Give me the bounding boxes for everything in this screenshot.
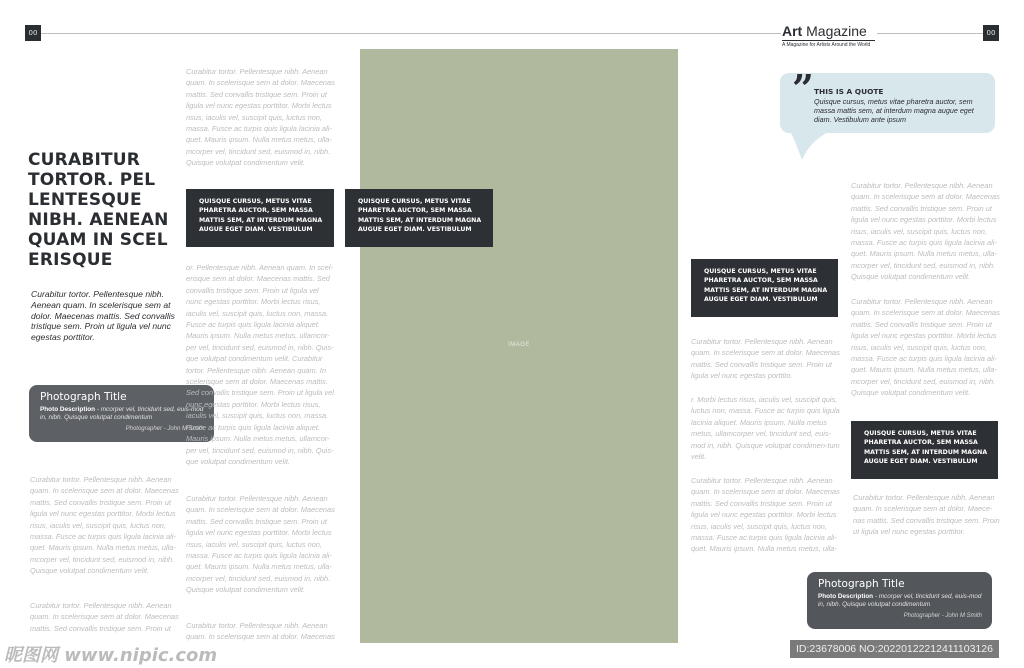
pull-callout-2: QUISQUE CURSUS, METUS VITAE PHARETRA AUCTOR, SEM MASSA MATTIS SEM, AT INTERDUM MAGNA AUGUE EGET DIAM. VESTIBULUM	[345, 189, 493, 247]
header-rule-left	[41, 33, 781, 34]
photo-title: Photograph Title	[40, 391, 127, 403]
logo-word-magazine: Magazine	[806, 23, 867, 39]
body-text-col4-c: Curabitur tortor. Pellentesque nibh. Aenean quam. In scelerisque sem at dolor. Maece-nas mattis. Sed convallis tristique sem. Proin ut ligula vel nunc egestas porttitor.	[853, 493, 1000, 537]
logo-title	[782, 24, 875, 39]
quote-mark-icon: ”	[792, 66, 814, 111]
pull-callout-4: QUISQUE CURSUS, METUS VITAE PHARETRA AUCTOR, SEM MASSA MATTIS SEM, AT INTERDUM MAGNA AUGUE EGET DIAM. VESTIBULUM	[851, 421, 998, 479]
body-text-col3-a: Curabitur tortor. Pellentesque nibh. Aenean quam. In scelerisque sem at dolor. Maecenas mattis. Sed convallis tristique sem. Proin ut ligula vel nunc egestas porttito.	[691, 337, 840, 381]
logo-tagline: A Magazine for Artists Around the World	[782, 42, 871, 48]
body-text-col3-c: Curabitur tortor. Pellentesque nibh. Aenean quam. In scelerisque sem at dolor. Maecenas mattis. Sed convallis tristique sem. Proin ut ligula vel nunc egestas porttitor. Morbi lectus risus, iaculis vel, suscipit quis, luctus non, massa. Fusce ac turpis quis ligula lacinia ali-quet. Mauris ipsum. Nulla metus metus, ulla-	[691, 476, 840, 554]
body-text-col4-a: Curabitur tortor. Pellentesque nibh. Aenean quam. In scelerisque sem at dolor. Maecenas mattis. Sed convallis tristique sem. Proin ut ligula vel nunc egestas porttitor. Morbi lectus risus, iaculis vel, suscipit quis, luctus non, massa. Fusce ac turpis quis ligula lacinia ali-quet. Mauris ipsum. Nulla metus metus, ulla-mcorper vel, tincidunt sed, euismod in, nibh. Quisque volutpat condimentum velit.	[851, 181, 1000, 282]
body-text-col2-bottom: Curabitur tortor. Pellentesque nibh. Aenean quam. In scelerisque sem at dolor. Maecenas mattis. Sed convallis tristique sem. Proin ut ligula vel nunc egestas porttitor. Morbi lectus risus, iaculis vel, suscipit quis, luctus non, massa. Fusce ac turpis quis ligula lacinia ali-quet. Mauris ipsum. Nulla metus metus, ulla-mcorper vel, tincidunt sed, euismod in, nibh. Quisque volutpat condimentum velit.	[186, 494, 335, 595]
body-text-col2-top: Curabitur tortor. Pellentesque nibh. Aenean quam. In scelerisque sem at dolor. Maecenas mattis. Sed convallis tristique sem. Proin ut ligula vel nunc egestas porttitor. Morbi lectus risus, iaculis vel, suscipit quis, luctus non, massa. Fusce ac turpis quis ligula lacinia ali-quet. Mauris ipsum. Nulla metus metus, ulla-mcorper vel, tincidunt sed, euismod in, nibh. Quisque volutpat condimentum velit.	[186, 67, 335, 168]
photo-title: Photograph Title	[818, 578, 905, 590]
quote-text: Quisque cursus, metus vitae pharetra auctor, sem massa mattis sem, at interdum magna augue eget diam. Vestibulum ante ipsum	[814, 97, 974, 125]
body-text-col2-mid: or. Pellentesque nibh. Aenean quam. In scel-erisque sem at dolor. Maecenas mattis. Sed convallis tristique sem. Proin ut ligula vel nunc egestas porttitor. Morbi lectus risus, iaculis vel, suscipit quis, luctus non, massa. Fusce ac turpis quis ligula lacinia aliquet. Mauris ipsum. Nulla metus metus, ullamcor-per vel, tincidunt sed, euismod in, nibh. Quis-que volutpat condimentum velit. Curabitur tortor. Pellentesque nibh. Aenean quam. In scelerisque sem at dolor. Maecenas mattis. Sed convallis tristique sem. Proin ut ligula vel nunc egestas porttitor. Morbi lectus risus, iaculis vel, suscipit quis, luctus non, massa. Fusce ac turpis quis ligula lacinia aliquet. Mauris ipsum. Nulla metus metus, ullamcor-per vel, tincidunt sed, euismod in, nibh. Quis-que volutpat condimentum velit.	[186, 263, 334, 466]
photo-credit: Photographer - John M Smith	[125, 425, 204, 432]
magazine-logo	[782, 24, 875, 48]
pull-callout-1: QUISQUE CURSUS, METUS VITAE PHARETRA AUCTOR, SEM MASSA MATTIS SEM, AT INTERDUM MAGNA AUGUE EGET DIAM. VESTIBULUM	[186, 189, 334, 247]
photo-description-text: - mcorper vel, tincidunt sed, euis-mod in, nibh. Quisque volutpat condimentum	[40, 406, 204, 422]
quote-title: THIS IS A QUOTE	[814, 87, 884, 96]
body-text-col1-bottom: Curabitur tortor. Pellentesque nibh. Aenean quam. In scelerisque sem at dolor. Maecenas mattis. Sed convallis tristique sem. Proin ut ligula vel nunc egestas porttitor. Morbi lectus risus, iaculis vel, suscipit quis, luctus non, massa. Fusce ac turpis quis ligula lacinia ali-quet. Mauris ipsum. Nulla metus metus, ulla-mcorper vel, tincidunt sed, euismod in, nibh. Quisque volutpat condimentum velit.	[30, 475, 179, 576]
quote-bubble-tail	[786, 131, 834, 161]
header-rule-right	[877, 33, 983, 34]
image-label: IMAGE	[508, 342, 530, 348]
pull-callout-3: QUISQUE CURSUS, METUS VITAE PHARETRA AUCTOR, SEM MASSA MATTIS SEM, AT INTERDUM MAGNA AUGUE EGET DIAM. VESTIBULUM	[691, 259, 838, 317]
logo-divider	[782, 40, 875, 41]
logo-word-art: Art	[782, 23, 803, 39]
body-text-col3-b: r. Morbi lectus risus, iaculis vel, suscipit quis, luctus non, massa. Fusce ac turpis quis ligula lacinia aliquet. Mauris ipsum. Nulla metus metus, ullamcorper vel, tincidunt sed, euis-mod in, nibh. Quisque volutpat condimen-tum velit.	[691, 395, 840, 462]
page-number-right: 00	[983, 25, 999, 41]
photo-description	[818, 593, 982, 610]
watermark-id: ID:23678006 NO:20220122212411103126	[790, 640, 999, 658]
article-intro: Curabitur tortor. Pellentesque nibh. Aenean quam. In scelerisque sem at dolor. Maecenas mattis. Sed convallis tristique sem. Proin ut ligula vel nunc egestas porttitor.	[31, 289, 175, 343]
body-text-col4-b: Curabitur tortor. Pellentesque nibh. Aenean quam. In scelerisque sem at dolor. Maecenas mattis. Sed convallis tristique sem. Proin ut ligula vel nunc egestas porttitor. Morbi lectus risus, iaculis vel, suscipit quis, luctus non, massa. Fusce ac turpis quis ligula lacinia ali-quet. Mauris ipsum. Nulla metus metus, ulla-mcorper vel, tincidunt sed, euismod in, nibh. Quisque volutpat condimentum velit.	[851, 297, 1000, 398]
article-headline: CURABITUR TORTOR. PEL LENTESQUE NIBH. AENEAN QUAM IN SCEL ERISQUE	[28, 150, 169, 270]
photo-credit: Photographer - John M Smith	[903, 612, 982, 619]
page-number-left: 00	[25, 25, 41, 41]
watermark-site: 昵图网 www.nipic.com	[4, 645, 218, 666]
photo-caption-card-right	[807, 572, 992, 629]
photo-description-label: Photo Description	[818, 593, 874, 600]
body-text-col2-last: Curabitur tortor. Pellentesque nibh. Aenean quam. In scelerisque sem at dolor. Maecenas	[186, 621, 335, 642]
photo-description-label: Photo Description	[40, 406, 96, 413]
photo-description	[40, 406, 204, 423]
photo-description-text: - mcorper vel, tincidunt sed, euis-mod in, nibh. Quisque volutpat condimentum	[818, 593, 982, 609]
body-text-col1-last: Curabitur tortor. Pellentesque nibh. Aenean quam. In scelerisque sem at dolor. Maecenas mattis. Sed convallis tristique sem. Proin ut	[30, 601, 179, 633]
